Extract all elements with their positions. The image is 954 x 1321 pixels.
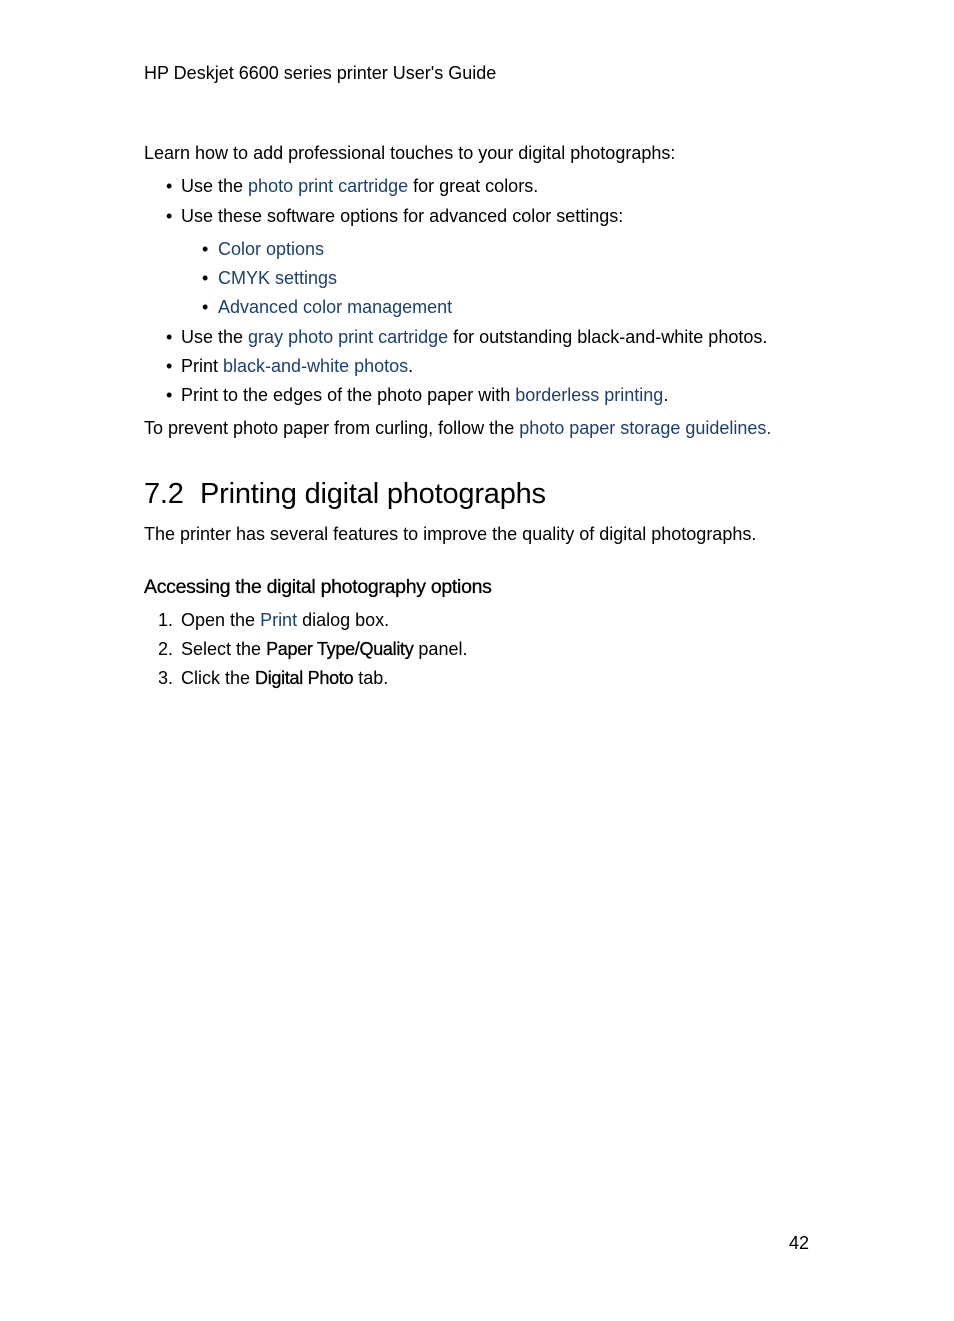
- section-body-paragraph: The printer has several features to improve the quality of digital photographs.: [144, 524, 757, 544]
- bullet-marker: •: [202, 297, 209, 317]
- step-number: 1.: [157, 610, 173, 630]
- step-number: 2.: [157, 639, 173, 659]
- advanced-color-management-link[interactable]: Advanced color management: [218, 297, 453, 317]
- bullet-marker: •: [166, 176, 173, 196]
- page-number: 42: [788, 1233, 809, 1253]
- step-item: Select the Paper Type/Quality panel.: [181, 639, 468, 659]
- paper-type-quality-label: Paper Type/Quality: [266, 639, 414, 659]
- bullet-marker: •: [202, 239, 209, 259]
- step-item: Open the Print dialog box.: [181, 610, 390, 630]
- intro-paragraph: Learn how to add professional touches to your digital photographs:: [144, 143, 676, 163]
- section-heading: [144, 476, 546, 512]
- step-item: Click the Digital Photo tab.: [181, 668, 389, 688]
- bullet-marker: •: [166, 356, 173, 376]
- bullet-marker: •: [166, 385, 173, 405]
- gray-photo-print-cartridge-link[interactable]: gray photo print cartridge: [248, 327, 449, 347]
- bullet-marker: •: [166, 327, 173, 347]
- section-number: 7.2: [144, 478, 184, 510]
- black-and-white-photos-link[interactable]: black-and-white photos: [223, 356, 409, 376]
- photo-print-cartridge-link[interactable]: photo print cartridge: [248, 176, 409, 196]
- list-item: Use the photo print cartridge for great colors.: [181, 176, 539, 196]
- section-title: Printing digital photographs: [200, 478, 546, 510]
- bullet-marker: •: [202, 268, 209, 288]
- list-item: Use these software options for advanced color settings:: [181, 206, 624, 226]
- bullet-marker: •: [166, 206, 173, 226]
- list-item: Print to the edges of the photo paper with borderless printing.: [181, 385, 669, 405]
- photo-paper-storage-guidelines-link[interactable]: photo paper storage guidelines.: [519, 418, 772, 438]
- step-number: 3.: [157, 668, 173, 688]
- print-dialog-link[interactable]: Print: [260, 610, 298, 630]
- list-item: Use the gray photo print cartridge for outstanding black-and-white photos.: [181, 327, 768, 347]
- cmyk-settings-link[interactable]: CMYK settings: [218, 268, 338, 288]
- digital-photo-label: Digital Photo: [255, 668, 354, 688]
- subsection-heading: Accessing the digital photography options: [144, 576, 492, 598]
- running-header: HP Deskjet 6600 series printer User's Guide: [144, 63, 497, 83]
- list-item: Print black-and-white photos.: [181, 356, 414, 376]
- curl-note-paragraph: To prevent photo paper from curling, follow the photo paper storage guidelines.: [144, 418, 772, 438]
- color-options-link[interactable]: Color options: [218, 239, 325, 259]
- borderless-printing-link[interactable]: borderless printing: [515, 385, 664, 405]
